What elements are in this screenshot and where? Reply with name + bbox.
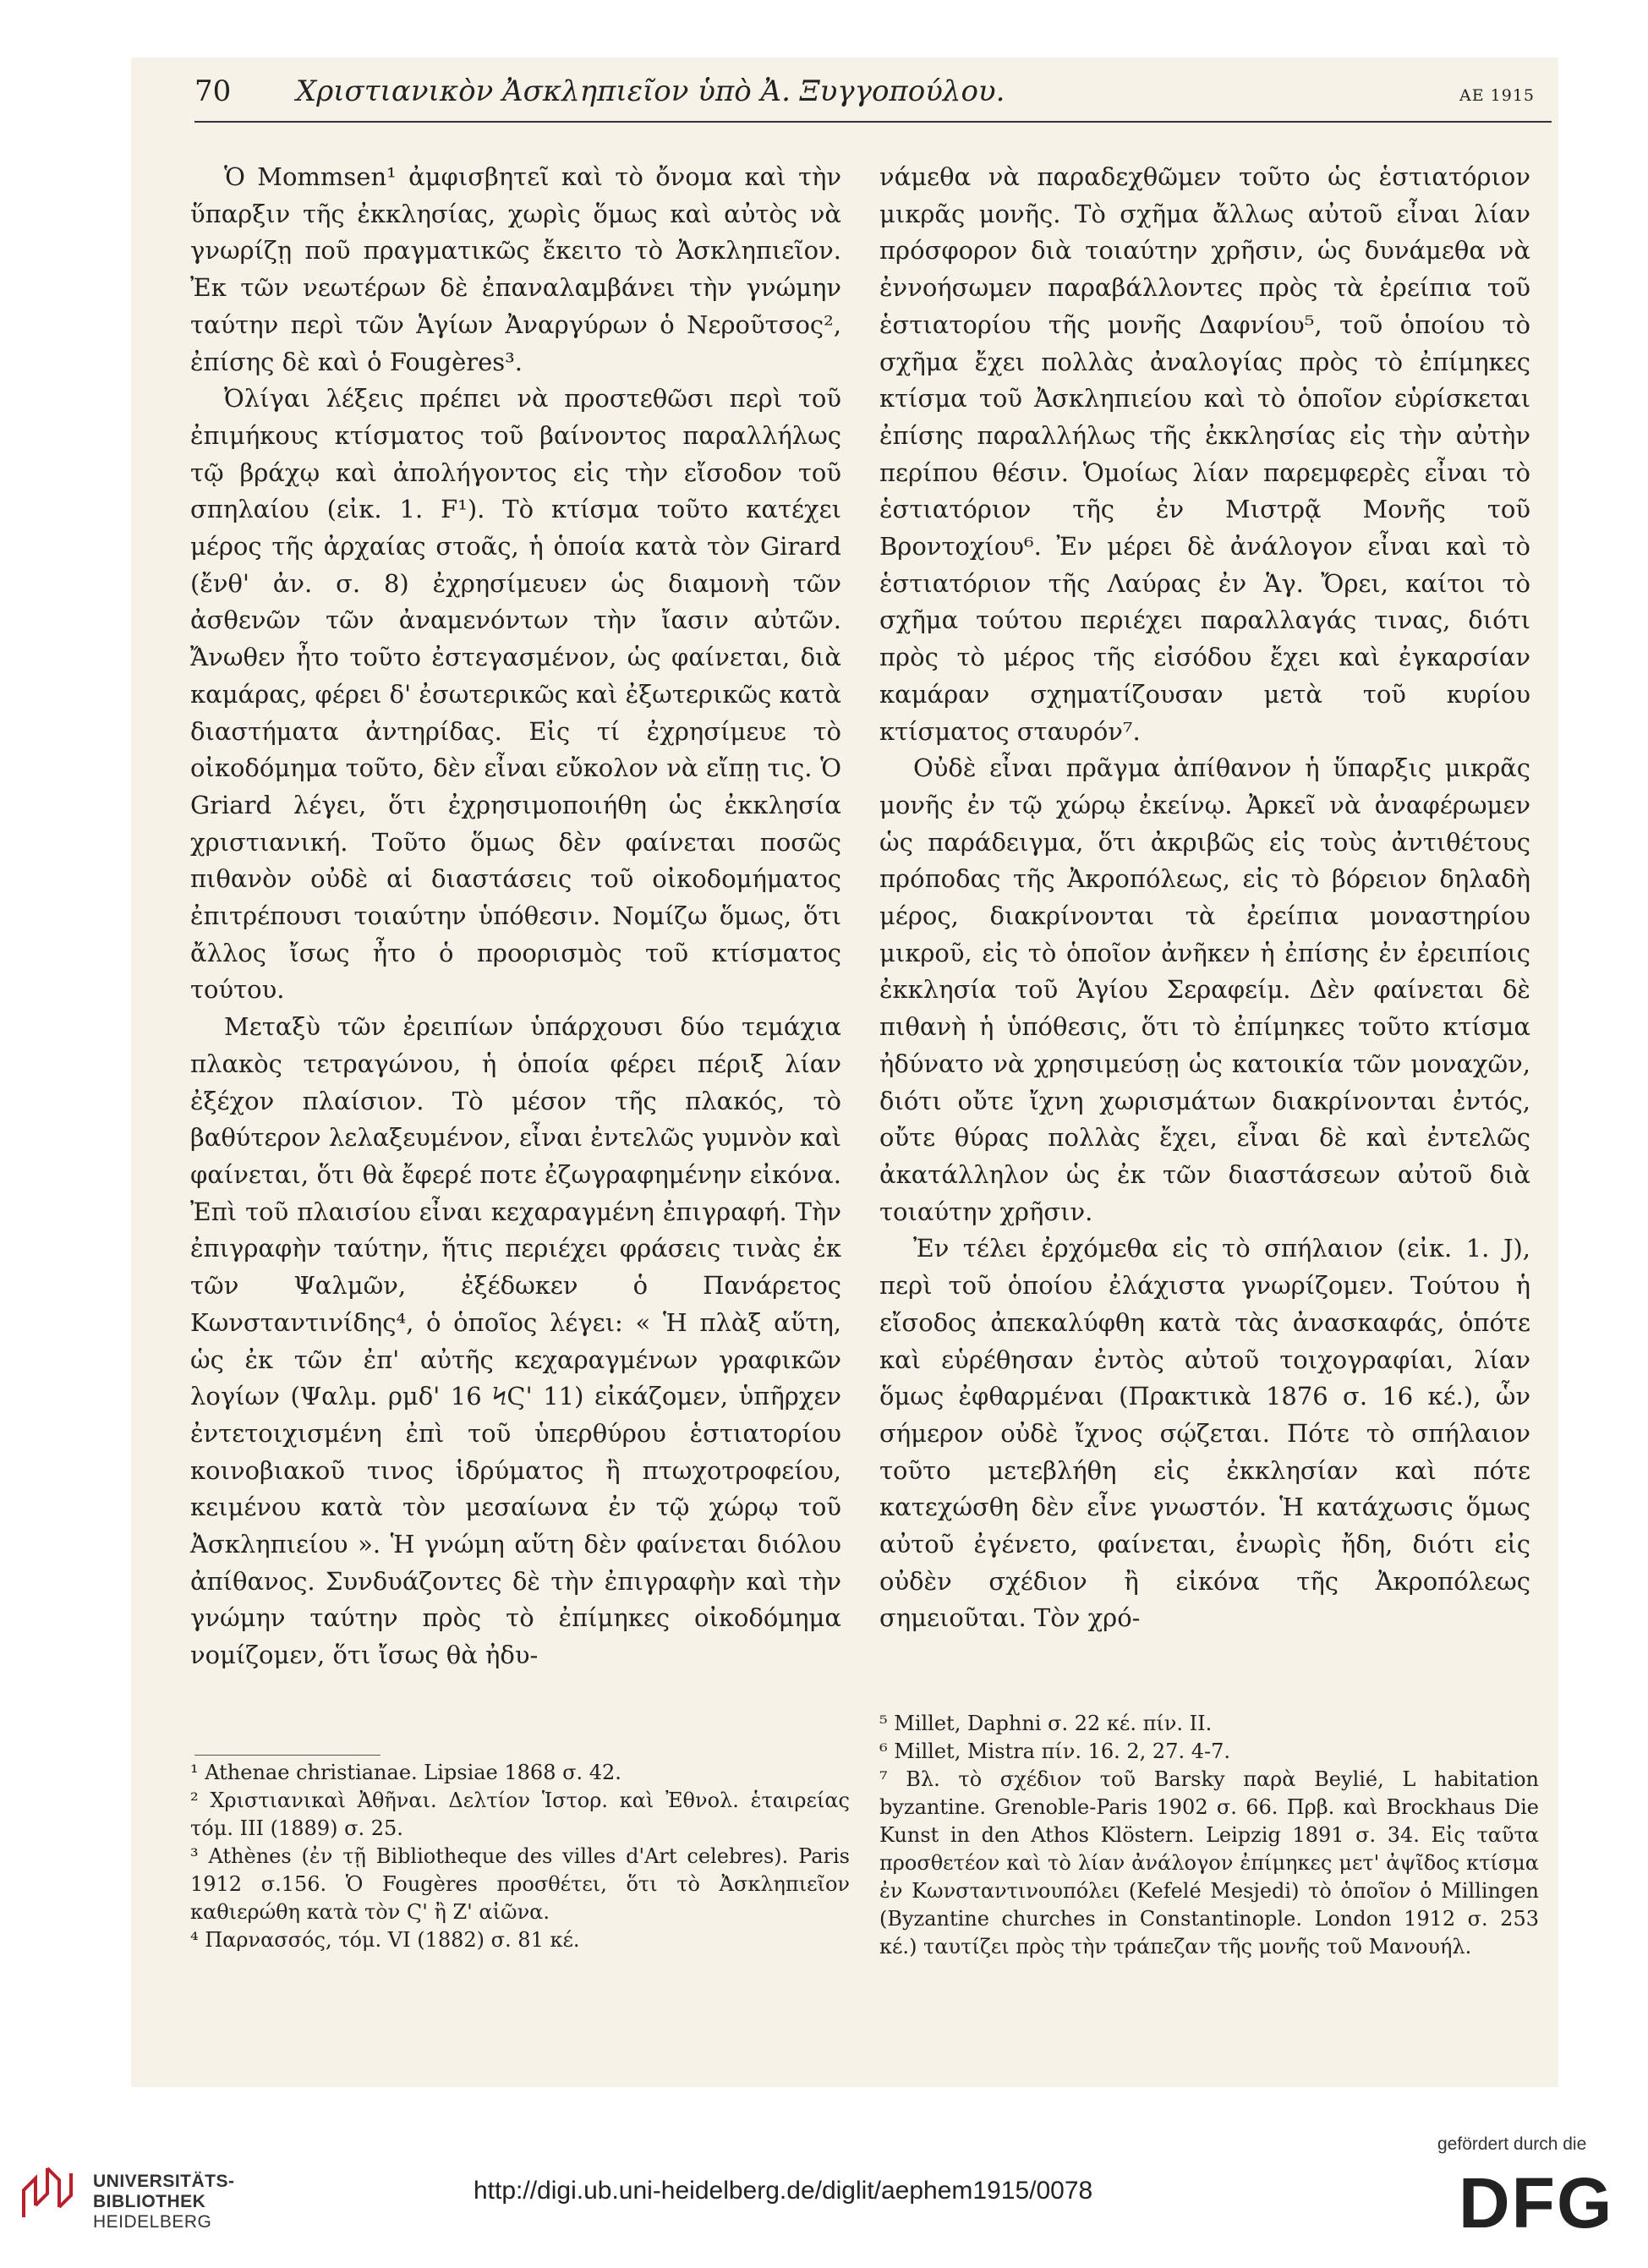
header-rule [194, 121, 1552, 123]
footnote: ⁴ Παρνασσός, τόμ. VI (1882) σ. 81 κέ. [190, 1928, 580, 1952]
right-column [879, 159, 1530, 1637]
funding-note: gefördert durch die [1437, 2134, 1587, 2154]
journal-year: ΑΕ 1915 [1459, 86, 1535, 105]
footnote: ² Χριστιανικαὶ Ἀθῆναι. Δελτίον Ἱστορ. καὶ Ἐθνολ. ἑταιρείας τόμ. III (1889) σ. 25. [190, 1789, 850, 1840]
footnote: ⁶ Millet, Mistra πίν. 16. 2, 27. 4-7. [879, 1739, 1231, 1763]
paragraph: Μεταξὺ τῶν ἐρειπίων ὑπάρχουσι δύο τεμάχια πλακὸς τετραγώνου, ἡ ὁποία φέρει πέριξ λίαν ἐξέχον πλαίσιον. Τὸ μέσον τῆς πλακός, τὸ βαθύτερον λελαξευμένον, εἶναι ἐντελῶς γυμνὸν καὶ φαίνεται, ὅτι θὰ ἔφερέ ποτε ἐζωγραφημένην εἰκόνα. Ἐπὶ τοῦ πλαισίου εἶναι κεχαραγμένη ἐπιγραφή. Τὴν ἐπιγραφὴν ταύτην, ἥτις περιέχει φράσεις τινὰς ἐκ τῶν Ψαλμῶν, ἐξέδωκεν ὁ Πανάρετος Κωνσταντινίδης⁴, ὁ ὁποῖος λέγει: « Ἡ πλὰξ αὕτη, ὡς ἐκ τῶν ἐπ' αὐτῆς κεχαραγμένων γραφικῶν λογίων (Ψαλμ. ρμδ' 16 ϞϚ' 11) εἰκάζομεν, ὑπῆρχεν ἐντετοιχισμένη ἐπὶ τοῦ ὑπερθύρου ἑστιατορίου κοινοβιακοῦ τινος ἱδρύματος ἢ πτωχοτροφείου, κειμένου κατὰ τὸν μεσαίωνα ἐν τῷ χώρῳ τοῦ Ἀσκληπιείου ». Ἡ γνώμη αὕτη δὲν φαίνεται διόλου ἀπίθανος. Συνδυάζοντες δὲ τὴν ἐπιγραφὴν καὶ τὴν γνώμην ταύτην πρὸς τὸ ἐπίμηκες οἰκοδόμημα νομίζομεν, ὅτι ἴσως θὰ ἠδυ- [190, 1012, 841, 1670]
paragraph: Ἐν τέλει ἐρχόμεθα εἰς τὸ σπήλαιον (εἰκ. 1. J), περὶ τοῦ ὁποίου ἐλάχιστα γνωρίζομεν. Τούτου ἡ εἴσοδος ἀπεκαλύφθη κατὰ τὰς ἀνασκαφάς, ὁπότε καὶ εὑρέθησαν ἐντὸς αὐτοῦ τοιχογραφίαι, λίαν ὅμως ἐφθαρμέναι (Πρακτικὰ 1876 σ. 16 κέ.), ὧν σήμερον οὐδὲ ἴχνος σῴζεται. Πότε τὸ σπήλαιον τοῦτο μετεβλήθη εἰς ἐκκλησίαν καὶ πότε κατεχώσθη δὲν εἶνε γνωστόν. Ἡ κατάχωσις ὅμως αὐτοῦ ἐγένετο, φαίνεται, ἐνωρὶς ἤδη, διότι εἰς οὐδὲν σχέδιον ἢ εἰκόνα τῆς Ἀκροπόλεως σημειοῦται. Τὸν χρό- [879, 1234, 1530, 1633]
footnote: ³ Athènes (ἐν τῇ Bibliotheque des villes d'Art celebres). Paris 1912 σ.156. Ὁ Fougères προσθέτει, ὅτι τὸ Ἀσκληπιεῖον καθιερώθη κατὰ τὸν Ϛ' ἢ Ζ' αἰῶνα. [190, 1844, 850, 1924]
library-name: UNIVERSITÄTS- BIBLIOTHEK HEIDELBERG [93, 2172, 235, 2232]
dfg-logo: DFG [1459, 2163, 1614, 2243]
right-footnotes [879, 1710, 1539, 1961]
footnote: ¹ Athenae christianae. Lipsiae 1868 σ. 42. [190, 1761, 621, 1784]
paragraph: Ὀλίγαι λέξεις πρέπει νὰ προστεθῶσι περὶ τοῦ ἐπιμήκους κτίσματος τοῦ βαίνοντος παραλλήλως τῷ βράχῳ καὶ ἀπολήγοντος εἰς τὴν εἴσοδον τοῦ σπηλαίου (εἰκ. 1. F¹). Τὸ κτίσμα τοῦτο κατέχει μέρος τῆς ἀρχαίας στοᾶς, ἡ ὁποία κατὰ τὸν Girard (ἔνθ' ἀν. σ. 8) ἐχρησίμευεν ὡς διαμονὴ τῶν ἀσθενῶν τῶν ἀναμενόντων τὴν ἴασιν αὐτῶν. Ἄνωθεν ἦτο τοῦτο ἐστεγασμένον, ὡς φαίνεται, διὰ καμάρας, φέρει δ' ἐσωτερικῶς καὶ ἐξωτερικῶς κατὰ διαστήματα ἀντηρίδας. Εἰς τί ἐχρησίμευε τὸ οἰκοδόμημα τοῦτο, δὲν εἶναι εὔκολον νὰ εἴπῃ τις. Ὁ Griard λέγει, ὅτι ἐχρησιμοποιήθη ὡς ἐκκλησία χριστιανική. Τοῦτο ὅμως δὲν φαίνεται ποσῶς πιθανὸν οὐδὲ αἱ διαστάσεις τοῦ οἰκοδομήματος ἐπιτρέπουσι τοιαύτην ὑπόθεσιν. Νομίζω ὅμως, ὅτι ἄλλος ἴσως ἦτο ὁ προορισμὸς τοῦ κτίσματος τούτου. [190, 384, 841, 1005]
paragraph: Οὐδὲ εἶναι πρᾶγμα ἀπίθανον ἡ ὕπαρξις μικρᾶς μονῆς ἐν τῷ χώρῳ ἐκείνῳ. Ἀρκεῖ νὰ ἀναφέρωμεν ὡς παράδειγμα, ὅτι ἀκριβῶς εἰς τοὺς ἀντιθέτους πρόποδας τῆς Ἀκροπόλεως, εἰς τὸ βόρειον δηλαδὴ μέρος, διακρίνονται τὰ ἐρείπια μοναστηρίου μικροῦ, εἰς τὸ ὁποῖον ἀνῆκεν ἡ ἐπίσης ἐν ἐρειπίοις ἐκκλησία τοῦ Ἁγίου Σεραφείμ. Δὲν φαίνεται δὲ πιθανὴ ἡ ὑπόθεσις, ὅτι τὸ ἐπίμηκες τοῦτο κτίσμα ἠδύνατο νὰ χρησιμεύσῃ ὡς κατοικία τῶν μοναχῶν, διότι οὔτε ἴχνη χωρισμάτων διακρίνονται ἐντός, οὔτε θύρας πολλὰς ἔχει, εἶναι δὲ καὶ ἐντελῶς ἀκατάλληλον ὡς ἐκ τῶν διαστάσεων αὐτοῦ διὰ τοιαύτην χρῆσιν. [879, 753, 1530, 1226]
footnote: ⁷ Βλ. τὸ σχέδιον τοῦ Barsky παρὰ Beylié, L habitation byzantine. Grenoble-Paris 1902 σ. 66. Πρβ. καὶ Brockhaus Die Kunst in den Athos Klöstern. Leipzig 1891 σ. 34. Εἰς ταῦτα προσθετέον καὶ τὸ λίαν ἀνάλογον ἐπίμηκες μετ' ἀψῖδος κτίσμα ἐν Κωνσταντινουπόλει (Kefelé Mesjedi) τὸ ὁποῖον ὁ Millingen (Byzantine churches in Constantinople. London 1912 σ. 253 κέ.) ταυτίζει πρὸς τὴν τράπεζαν τῆς μονῆς τοῦ Μανουήλ. [879, 1767, 1539, 1958]
permalink[interactable]: http://digi.ub.uni-heidelberg.de/diglit/aephem1915/0078 [474, 2177, 1093, 2205]
library-logo-icon [17, 2165, 85, 2224]
footnote: ⁵ Millet, Daphni σ. 22 κέ. πίν. II. [879, 1712, 1213, 1735]
footnote-rule [194, 1755, 381, 1756]
running-title: Χριστιανικὸν Ἀσκληπιεῖον ὑπὸ Ἀ. Ξυγγοπούλου. [296, 74, 1005, 108]
paragraph: Ὁ Mommsen¹ ἀμφισβητεῖ καὶ τὸ ὄνομα καὶ τὴν ὕπαρξιν τῆς ἐκκλησίας, χωρὶς ὅμως καὶ αὐτὸς νὰ γνωρίζῃ ποῦ πραγματικῶς ἔκειτο τὸ Ἀσκληπιεῖον. Ἐκ τῶν νεωτέρων δὲ ἐπαναλαμβάνει τὴν γνώμην ταύτην περὶ τῶν Ἁγίων Ἀναργύρων ὁ Νεροῦτσος², ἐπίσης δὲ καὶ ὁ Fougères³. [190, 162, 841, 376]
running-header [194, 74, 1552, 115]
page-number: 70 [194, 74, 232, 108]
left-footnotes [190, 1759, 850, 1954]
left-column [190, 159, 841, 1674]
paragraph: νάμεθα νὰ παραδεχθῶμεν τοῦτο ὡς ἑστιατόριον μικρᾶς μονῆς. Τὸ σχῆμα ἄλλως αὐτοῦ εἶναι λίαν πρόσφορον διὰ τοιαύτην χρῆσιν, ὡς δυνάμεθα νὰ ἐννοήσωμεν παραβάλλοντες πρὸς τὰ ἐρείπια τοῦ ἑστιατορίου τῆς μονῆς Δαφνίου⁵, τοῦ ὁποίου τὸ σχῆμα ἔχει πολλὰς ἀναλογίας πρὸς τὸ ἐπίμηκες κτίσμα τοῦ Ἀσκληπιείου καὶ τὸ ὁποῖον εὑρίσκεται ἐπίσης παραλλήλως τῆς ἐκκλησίας εἰς τὴν αὐτὴν περίπου θέσιν. Ὁμοίως λίαν παρεμφερὲς εἶναι τὸ ἑστιατόριον τῆς ἐν Μιστρᾷ Μονῆς τοῦ Βροντοχίου⁶. Ἐν μέρει δὲ ἀνάλογον εἶναι καὶ τὸ ἑστιατόριον τῆς Λαύρας ἐν Ἁγ. Ὄρει, καίτοι τὸ σχῆμα τούτου περιέχει παραλλαγάς τινας, διότι πρὸς τὸ μέρος τῆς εἰσόδου ἔχει καὶ ἐγκαρσίαν καμάραν σχηματίζουσαν μετὰ τοῦ κυρίου κτίσματος σταυρόν⁷. [879, 162, 1530, 746]
